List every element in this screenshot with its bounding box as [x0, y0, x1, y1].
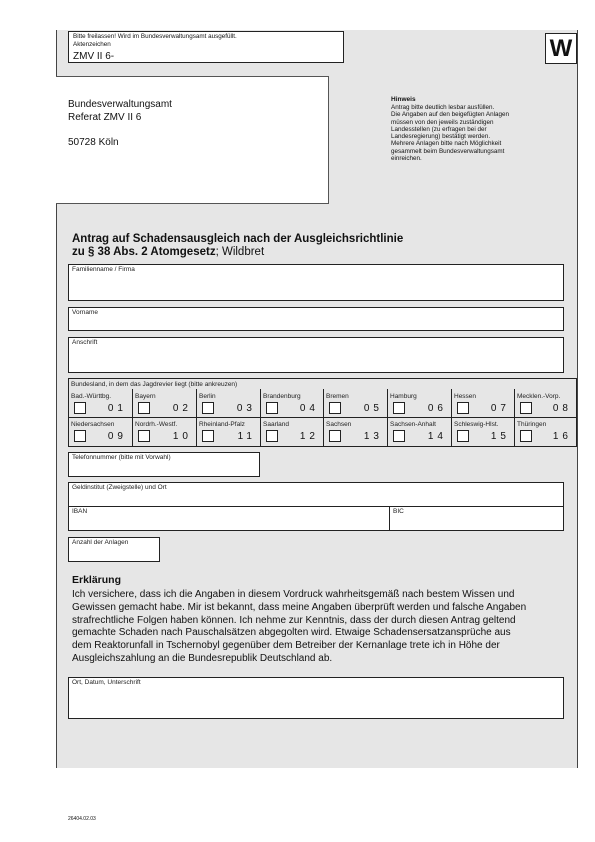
- attachments-field-label: Anzahl der Anlagen: [72, 539, 129, 546]
- state-name: Schleswig-Hlst.: [454, 421, 499, 428]
- file-ref-label: Aktenzeichen: [73, 41, 111, 48]
- state-code: 01: [107, 403, 127, 414]
- state-checkbox[interactable]: [266, 402, 278, 414]
- state-name: Saarland: [263, 421, 290, 428]
- state-name: Hessen: [454, 393, 477, 400]
- state-name: Hamburg: [390, 393, 417, 400]
- state-option[interactable]: [387, 389, 452, 417]
- hint-line: müssen von den jeweils zuständigen: [391, 118, 494, 126]
- recipient-line1: Bundesverwaltungsamt: [68, 99, 172, 110]
- state-code: 09: [107, 431, 127, 442]
- state-code: 08: [552, 403, 572, 414]
- phone-field-label: Telefonnummer (bitte mit Vorwahl): [72, 454, 171, 461]
- form-right-border: [577, 30, 578, 768]
- state-option[interactable]: [260, 418, 324, 446]
- iban-field[interactable]: [71, 509, 387, 529]
- state-checkbox[interactable]: [393, 402, 405, 414]
- hint-line: Antrag bitte deutlich lesbar ausfüllen.: [391, 104, 495, 111]
- declaration-line: Ich versichere, dass ich die Angaben in diesem Vordruck wahrheitsgemäß nach bestem Wissen und: [72, 589, 515, 600]
- state-option[interactable]: [323, 389, 388, 417]
- state-checkbox[interactable]: [74, 430, 86, 442]
- declaration-text: [72, 589, 572, 666]
- hint-line: gesammelt beim Bundesverwaltungsamt: [391, 147, 505, 155]
- state-code: 12: [299, 431, 319, 442]
- form-letter-badge: W: [545, 33, 577, 64]
- state-name: Thüringen: [517, 421, 547, 428]
- state-option[interactable]: [132, 418, 197, 446]
- state-option[interactable]: [323, 418, 388, 446]
- bank-details-box: [68, 482, 564, 531]
- form-title-bold: zu § 38 Abs. 2 Atomgesetz: [72, 246, 216, 258]
- state-checkbox[interactable]: [202, 430, 214, 442]
- recipient-address-window: [56, 76, 329, 204]
- state-checkbox[interactable]: [520, 430, 532, 442]
- state-name: Sachsen: [326, 421, 352, 428]
- state-name: Sachsen-Anhalt: [390, 421, 436, 428]
- state-code: 07: [490, 403, 510, 414]
- state-name: Nordrh.-Westf.: [135, 421, 178, 428]
- state-code: 06: [427, 403, 447, 414]
- state-name: Brandenburg: [263, 393, 301, 400]
- state-code: 05: [363, 403, 383, 414]
- state-checkbox[interactable]: [329, 430, 341, 442]
- hint-line: Landesstellen (zu erfragen bei der: [391, 125, 487, 133]
- state-option[interactable]: [451, 418, 515, 446]
- recipient-line2: Referat ZMV II 6: [68, 112, 142, 123]
- state-code: 14: [427, 431, 447, 442]
- state-option[interactable]: [451, 389, 515, 417]
- state-option[interactable]: [69, 389, 132, 417]
- state-option[interactable]: [196, 389, 261, 417]
- state-name: Bremen: [326, 393, 349, 400]
- recipient-line3: 50728 Köln: [68, 137, 119, 148]
- form-title-rest: ; Wildbret: [215, 246, 265, 258]
- bank-field[interactable]: [71, 485, 561, 505]
- form-title-line2: [72, 246, 264, 259]
- signature-field[interactable]: [68, 677, 564, 719]
- state-option[interactable]: [514, 418, 577, 446]
- name-field[interactable]: [68, 264, 564, 301]
- hint-line: Die Angaben auf den beigefügten Anlagen: [391, 111, 509, 119]
- hint-title: Hinweis: [391, 96, 416, 103]
- state-code: 04: [299, 403, 319, 414]
- state-checkbox[interactable]: [457, 430, 469, 442]
- hint-line: Landesregierung) bestätigt werden.: [391, 133, 491, 141]
- declaration-line: strafrechtliche Folgen haben können. Ich nehme zur Kenntnis, dass der durch diesen Antrag geltend: [72, 614, 516, 626]
- declaration-line: gemachte Schaden nach Pauschalsätzen abgegolten wird. Etwaige Schadensersatzansprüche aus: [72, 627, 511, 639]
- hint-line: einreichen.: [391, 155, 422, 163]
- declaration-line: Gewissen gemacht habe. Mir ist bekannt, dass meine Angaben überprüft werden und falsche Angaben: [72, 601, 527, 613]
- state-name: Rheinland-Pfalz: [199, 421, 245, 428]
- attachments-count-field[interactable]: [68, 537, 160, 562]
- bank-divider: [69, 506, 563, 507]
- state-checkbox[interactable]: [138, 402, 150, 414]
- state-option[interactable]: [132, 389, 197, 417]
- state-checkbox[interactable]: [457, 402, 469, 414]
- state-name: Bayern: [135, 393, 156, 400]
- state-option[interactable]: [387, 418, 452, 446]
- state-option[interactable]: [514, 389, 577, 417]
- signature-field-label: Ort, Datum, Unterschrift: [72, 679, 141, 686]
- firstname-field-label: Vorname: [72, 309, 99, 316]
- state-code: 16: [552, 431, 572, 442]
- declaration-line: Ausgleichszahlung an die Bundesrepublik Deutschland ab.: [72, 652, 333, 664]
- bic-field[interactable]: [391, 509, 561, 529]
- iban-bic-divider: [389, 506, 390, 530]
- state-code: 15: [490, 431, 510, 442]
- state-selection-group: [68, 378, 577, 447]
- state-checkbox[interactable]: [393, 430, 405, 442]
- hint-block: [391, 95, 551, 162]
- name-field-label: Familienname / Firma: [72, 266, 135, 273]
- file-ref-value: ZMV II 6-: [73, 51, 115, 62]
- state-checkbox[interactable]: [329, 402, 341, 414]
- address-field-label: Anschrift: [72, 339, 98, 346]
- declaration-line: dem Reaktorunfall in Tschernobyl gegenüber dem Betreiber der Kernanlage trete ich in Höhe der: [72, 640, 500, 652]
- iban-field-label: IBAN: [72, 508, 88, 515]
- state-option[interactable]: [196, 418, 261, 446]
- state-code: 10: [172, 431, 192, 442]
- state-name: Niedersachsen: [71, 421, 115, 428]
- state-code: 02: [172, 403, 192, 414]
- state-code: 11: [237, 431, 256, 442]
- state-name: Berlin: [199, 393, 216, 400]
- hint-line: Mehrere Anlagen bitte nach Möglichkeit: [391, 140, 502, 148]
- office-use-box[interactable]: [68, 31, 344, 63]
- state-code: 13: [363, 431, 383, 442]
- declaration-title: Erklärung: [72, 574, 122, 586]
- office-use-note: Bitte freilassen! Wird im Bundesverwaltungsamt ausgefüllt.: [73, 33, 237, 40]
- state-code: 03: [236, 403, 256, 414]
- state-checkbox[interactable]: [266, 430, 278, 442]
- form-number: 26404.02.03: [68, 816, 96, 822]
- state-name: Bad.-Württbg.: [71, 393, 112, 400]
- address-field[interactable]: [68, 337, 564, 373]
- state-checkbox[interactable]: [138, 430, 150, 442]
- state-checkbox[interactable]: [202, 402, 214, 414]
- form-title-line1: Antrag auf Schadensausgleich nach der Ausgleichsrichtlinie: [72, 233, 404, 245]
- state-checkbox[interactable]: [74, 402, 86, 414]
- bank-field-label: Geldinstitut (Zweigstelle) und Ort: [72, 484, 167, 491]
- firstname-field[interactable]: [68, 307, 564, 331]
- state-selection-label: Bundesland, in dem das Jagdrevier liegt (bitte ankreuzen): [71, 381, 238, 388]
- state-name: Mecklen.-Vorp.: [517, 393, 561, 400]
- state-option[interactable]: [260, 389, 324, 417]
- bic-field-label: BIC: [393, 508, 404, 515]
- state-checkbox[interactable]: [520, 402, 532, 414]
- phone-field[interactable]: [68, 452, 260, 477]
- state-option[interactable]: [69, 418, 132, 446]
